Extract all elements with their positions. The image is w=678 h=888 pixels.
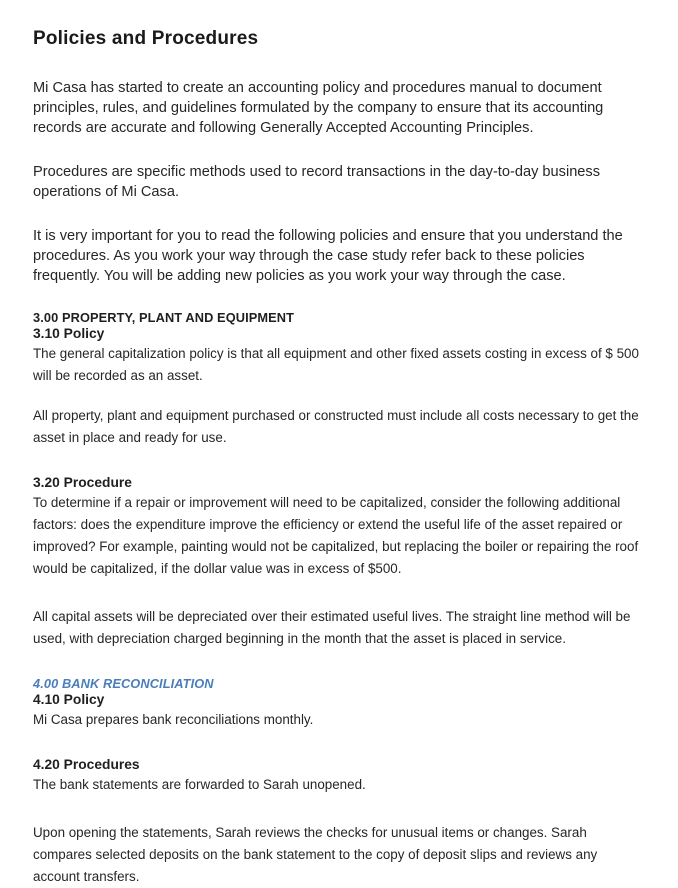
section-3-procedure-paragraph-2: All capital assets will be depreciated over their estimated useful lives. The straight line method will be used, with depreciation charged beginning in the month that the asset is placed in service.	[33, 609, 631, 646]
section-3-heading: 3.00 PROPERTY, PLANT AND EQUIPMENT	[33, 310, 295, 325]
section-4-10-policy-heading: 4.10 Policy	[33, 692, 105, 707]
intro-paragraph-1: Mi Casa has started to create an accounting policy and procedures manual to document principles, rules, and guidelines formulated by the company to ensure that its accounting records are accurate and following Generally Accepted Accounting Principles.	[33, 80, 604, 136]
section-4-procedures-paragraph-1: The bank statements are forwarded to Sarah unopened.	[33, 777, 366, 792]
section-4-heading: 4.00 BANK RECONCILIATION	[33, 676, 214, 691]
section-4-policy-paragraph-1: Mi Casa prepares bank reconciliations monthly.	[33, 712, 314, 727]
section-3-policy-paragraph-1: The general capitalization policy is that all equipment and other fixed assets costing in excess of $ 500 will be recorded as an asset.	[33, 346, 639, 383]
section-3-procedure-paragraph-1: To determine if a repair or improvement will need to be capitalized, consider the following additional factors: does the expenditure improve the efficiency or extend the useful life of the asset repaired or improved? For example, painting would not be capitalized, but replacing the boiler or repairing the roof would be capitalized, if the dollar value was in excess of $500.	[33, 495, 639, 576]
intro-section	[33, 78, 645, 286]
section-3-property-plant-equipment	[33, 310, 645, 650]
section-4-procedures-paragraph-2: Upon opening the statements, Sarah reviews the checks for unusual items or changes. Sarah compares selected deposits on the bank statement to the copy of deposit slips and reviews any account transfers.	[33, 825, 598, 884]
intro-paragraph-3: It is very important for you to read the following policies and ensure that you understand the procedures. As you work your way through the case study refer back to these policies frequently. You will be adding new policies as you work your way through the case.	[33, 228, 623, 284]
section-3-20-procedure-heading: 3.20 Procedure	[33, 475, 132, 490]
section-3-policy-paragraph-2: All property, plant and equipment purchased or constructed must include all costs necessary to get the asset in place and ready for use.	[33, 408, 639, 445]
section-3-10-policy-heading: 3.10 Policy	[33, 326, 105, 341]
section-4-20-procedures-heading: 4.20 Procedures	[33, 757, 140, 772]
section-4-bank-reconciliation	[33, 676, 645, 888]
page-title: Policies and Procedures	[33, 28, 259, 49]
intro-paragraph-2: Procedures are specific methods used to record transactions in the day-to-day business operations of Mi Casa.	[33, 164, 601, 200]
